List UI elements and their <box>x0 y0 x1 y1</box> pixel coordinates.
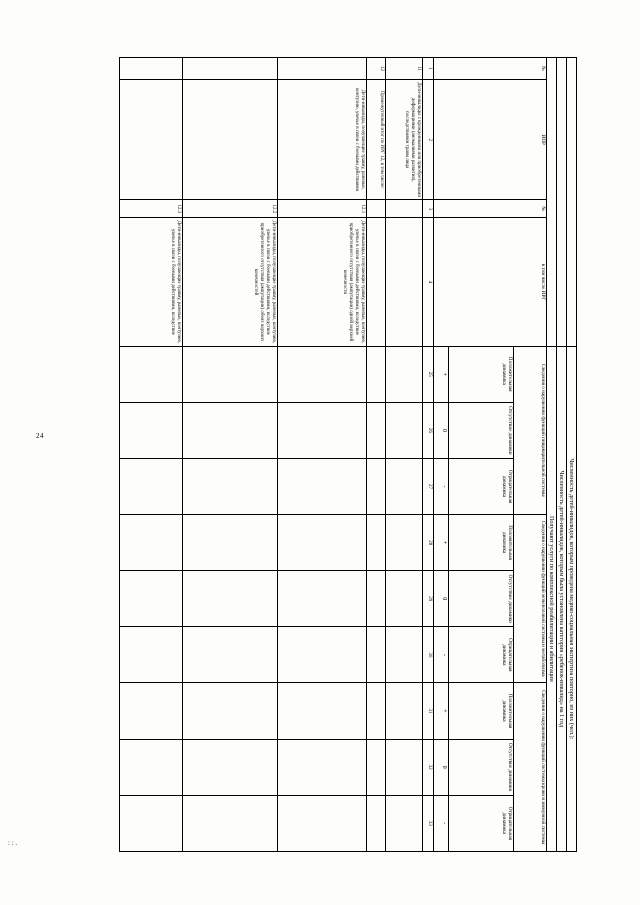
table-row <box>119 58 182 852</box>
row-label-11: Дети-инвалиды с врожденными или приобретенными деформациями (аномалиями развития), последствиями травм лица <box>385 80 422 200</box>
row-12-c29[interactable] <box>366 571 385 627</box>
subheader-neg-dyn-2: Отрицательная динамика <box>448 627 513 683</box>
row-12-c33[interactable] <box>366 795 385 851</box>
sign-zero-1: 0 <box>433 402 448 458</box>
subheader-pos-dyn-1: Положительная динамика <box>448 346 513 402</box>
row-12-1-c27[interactable] <box>277 458 366 514</box>
row-ipr-in-12-3: Дети-инвалиды, получающие травму, раневые, контузию, увечье в связи с боевыми действиями, вследствие <box>119 218 182 346</box>
colnum-26: 26 <box>422 402 433 458</box>
colnum-33: 33 <box>422 795 433 851</box>
row-label-12-2-left <box>182 80 277 200</box>
row-no2-11 <box>385 200 422 218</box>
row-12-3-c32[interactable] <box>119 739 182 795</box>
row-12-1-c25[interactable] <box>277 346 366 402</box>
row-12-c30[interactable] <box>366 627 385 683</box>
sign-neg-1: - <box>433 458 448 514</box>
row-12-2-c25[interactable] <box>182 346 277 402</box>
colnum-2: 2 <box>422 80 433 200</box>
row-12-2-c27[interactable] <box>182 458 277 514</box>
row-12-3-c26[interactable] <box>119 402 182 458</box>
row-12-3-c25[interactable] <box>119 346 182 402</box>
row-no2-12 <box>366 200 385 218</box>
row-12-3-c28[interactable] <box>119 515 182 571</box>
title-line-3: Получают услуги по комплексной реабилитации и абилитации <box>546 346 556 851</box>
row-11-c29[interactable] <box>385 571 422 627</box>
row-label-12: Промежуточный итог по ИРГ 12, в том числе: <box>366 80 385 200</box>
row-11-c26[interactable] <box>385 402 422 458</box>
row-no-12: 12 <box>366 58 385 80</box>
subheader-no-dyn-2: Отсутствие динамики <box>448 571 513 627</box>
colnum-25: 25 <box>422 346 433 402</box>
row-label-12-3-left <box>119 80 182 200</box>
row-12-3-c33[interactable] <box>119 795 182 851</box>
row-11-c25[interactable] <box>385 346 422 402</box>
row-12-c26[interactable] <box>366 402 385 458</box>
row-11-c31[interactable] <box>385 683 422 739</box>
row-no2-12-1: 12.1 <box>277 200 366 218</box>
sign-pos-3: + <box>433 683 448 739</box>
subheader-pos-dyn-3: Положительная динамика <box>448 683 513 739</box>
col-header-ipr-in: в том числе ИРГ <box>433 218 546 346</box>
row-12-1-c26[interactable] <box>277 402 366 458</box>
row-12-3-c29[interactable] <box>119 571 182 627</box>
group-header-urogenital: Сведения о нарушении функций мочеполовой системы и метаболизма <box>513 515 546 683</box>
colnum-32: 32 <box>422 739 433 795</box>
colnum-4: 4 <box>422 218 433 346</box>
colnum-30: 30 <box>422 627 433 683</box>
row-12-2-c26[interactable] <box>182 402 277 458</box>
subheader-neg-dyn-1: Отрицательная динамика <box>448 458 513 514</box>
title-row-3 <box>546 58 556 852</box>
column-number-row <box>422 58 433 852</box>
row-11-c32[interactable] <box>385 739 422 795</box>
group-header-blood-immune: Сведения о нарушении функций системы крови и иммунной системы <box>513 683 546 852</box>
subheader-no-dyn-3: Отсутствие динамики <box>448 739 513 795</box>
title-line-2: Численность детей-инвалидов, которым была установлена категория «ребенок-инвалид» на 1 год <box>556 346 566 851</box>
row-12-c28[interactable] <box>366 515 385 571</box>
row-12-1-c28[interactable] <box>277 515 366 571</box>
subheader-pos-dyn-2: Положительная динамика <box>448 515 513 571</box>
colnum-29: 29 <box>422 571 433 627</box>
colnum-28: 28 <box>422 515 433 571</box>
col-header-no: № <box>433 58 546 80</box>
row-12-2-c29[interactable] <box>182 571 277 627</box>
row-ipr-in-12-2: Дети-инвалиды, получающие травму, раневые, контузию, увечье в связи с боевыми действиями, вследствие приобретенного отсутствия (ампутации) обеих верхних конечностей <box>182 218 277 346</box>
col-header-no2: № <box>433 200 546 218</box>
table-row <box>182 58 277 852</box>
title-row-2 <box>556 58 566 852</box>
colnum-3: 3 <box>422 200 433 218</box>
row-12-2-c30[interactable] <box>182 627 277 683</box>
colnum-1: 1 <box>422 58 433 80</box>
group-header-digestive: Сведения о нарушении функций пищеварительной системы <box>513 346 546 514</box>
row-12-c27[interactable] <box>366 458 385 514</box>
report-table <box>119 57 577 852</box>
row-12-3-c30[interactable] <box>119 627 182 683</box>
col-header-ipr: ИПР <box>433 80 546 200</box>
sign-pos-1: + <box>433 346 448 402</box>
row-no-12-2-left <box>182 58 277 80</box>
row-12-2-c33[interactable] <box>182 795 277 851</box>
table-row <box>366 58 385 852</box>
rotated-table-container <box>57 57 577 852</box>
row-12-1-c30[interactable] <box>277 627 366 683</box>
row-11-c27[interactable] <box>385 458 422 514</box>
row-label-12-1-left: Дети-инвалиды, получающие травму, раневые, контузию, увечье в связи с боевыми действиями <box>277 80 366 200</box>
row-12-c25[interactable] <box>366 346 385 402</box>
row-ipr-in-12 <box>366 218 385 346</box>
row-no-11: 11 <box>385 58 422 80</box>
subheader-neg-dyn-3: Отрицательная динамика <box>448 795 513 851</box>
row-11-c28[interactable] <box>385 515 422 571</box>
row-12-2-c28[interactable] <box>182 515 277 571</box>
row-12-1-c31[interactable] <box>277 683 366 739</box>
row-12-1-c33[interactable] <box>277 795 366 851</box>
sign-pos-2: + <box>433 515 448 571</box>
colnum-27: 27 <box>422 458 433 514</box>
colnum-31: 31 <box>422 683 433 739</box>
row-ipr-in-12-1: Дети-инвалиды, получающие травму, раневые, контузию, увечье в связи с боевыми действиями, вследствие приобретенного отсутствия (ампутации) одной верхней конечности <box>277 218 366 346</box>
scan-edge-marks: : : . <box>8 839 18 847</box>
row-no2-12-2: 12.2 <box>182 200 277 218</box>
sign-zero-2: 0 <box>433 571 448 627</box>
sign-neg-3: - <box>433 795 448 851</box>
row-ipr-in-11 <box>385 218 422 346</box>
row-12-2-c31[interactable] <box>182 683 277 739</box>
page-number: 24 <box>36 432 44 440</box>
title-line-1: Численность детей-инвалидов, которым проведена медико-социальная экспертиза повторно, из них (чел.): <box>566 346 576 851</box>
row-12-c32[interactable] <box>366 739 385 795</box>
row-12-3-c27[interactable] <box>119 458 182 514</box>
group-header-row <box>513 58 546 852</box>
row-11-c33[interactable] <box>385 795 422 851</box>
title-row-1 <box>566 58 576 852</box>
row-no-12-1-left <box>277 58 366 80</box>
row-12-1-c29[interactable] <box>277 571 366 627</box>
table-row <box>385 58 422 852</box>
row-12-c31[interactable] <box>366 683 385 739</box>
row-12-3-c31[interactable] <box>119 683 182 739</box>
row-12-2-c32[interactable] <box>182 739 277 795</box>
row-11-c30[interactable] <box>385 627 422 683</box>
row-no-12-3-left <box>119 58 182 80</box>
table-row <box>277 58 366 852</box>
row-12-1-c32[interactable] <box>277 739 366 795</box>
row-no2-12-3: 12.3 <box>119 200 182 218</box>
sign-neg-2: - <box>433 627 448 683</box>
sign-zero-3: 0 <box>433 739 448 795</box>
subheader-no-dyn-1: Отсутствие динамики <box>448 402 513 458</box>
